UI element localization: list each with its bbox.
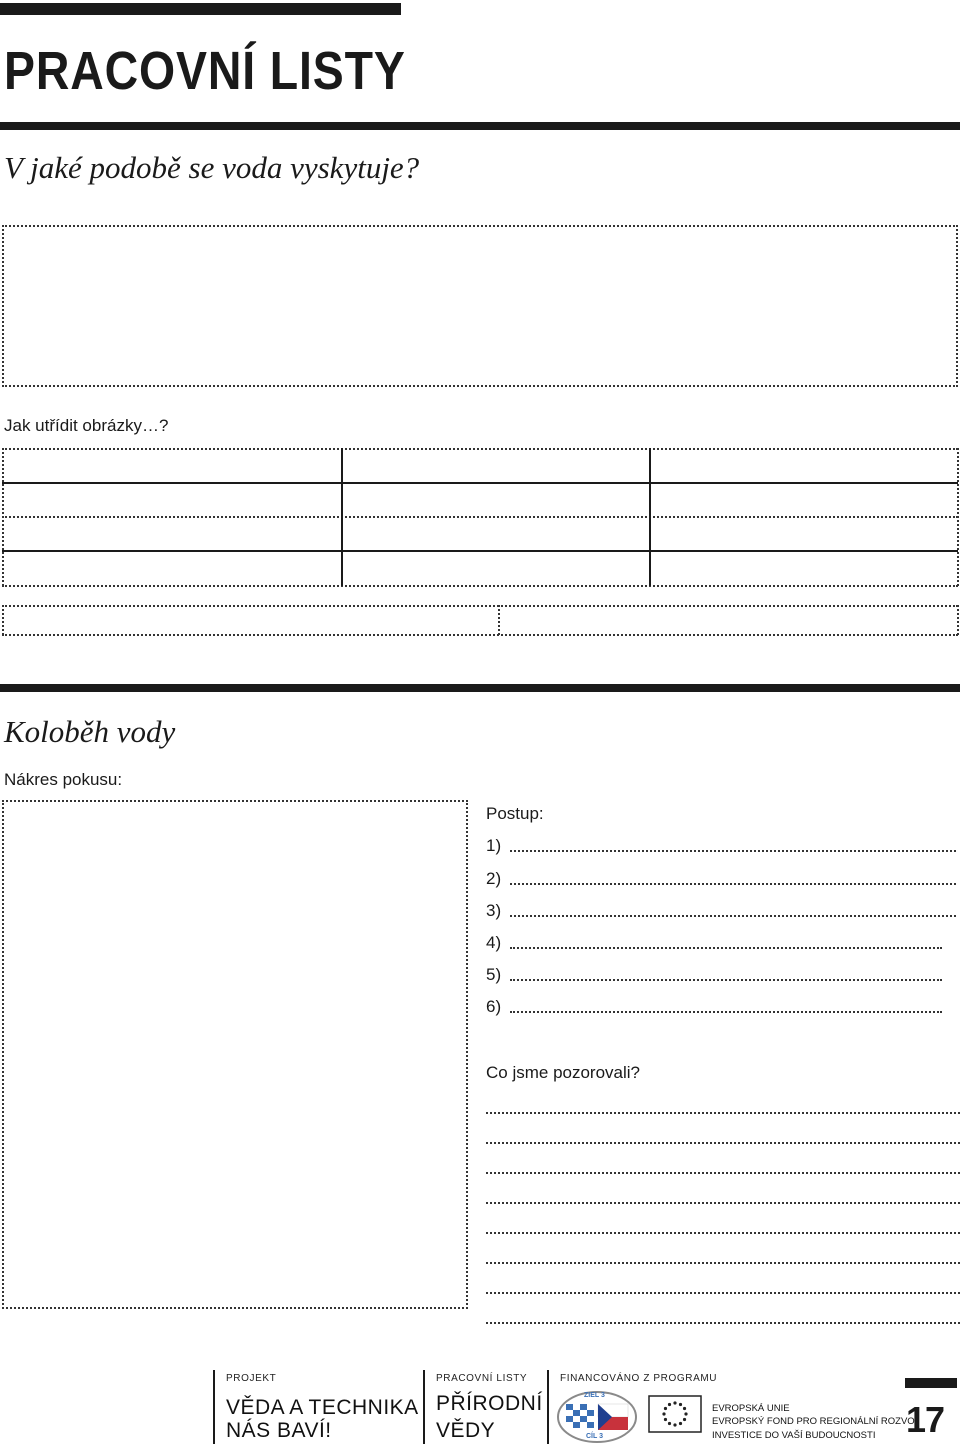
drawing-label: Nákres pokusu:	[4, 770, 123, 789]
step-number: 1)	[486, 836, 502, 855]
procedure-step[interactable]	[486, 836, 956, 856]
eu-star	[662, 1412, 665, 1415]
eu-star	[664, 1407, 667, 1410]
step-line	[510, 947, 942, 949]
grid-line	[2, 448, 958, 450]
footer-divider	[423, 1370, 425, 1444]
ziel3-text: ZIEL 3	[584, 1392, 605, 1399]
grid-line	[2, 585, 958, 587]
procedure-step[interactable]	[486, 997, 942, 1017]
eu-star	[673, 1401, 676, 1404]
eu-line1: EVROPSKÁ UNIE	[712, 1403, 790, 1414]
procedure-step[interactable]	[486, 901, 956, 921]
observation-line[interactable]	[486, 1232, 960, 1234]
eu-star	[683, 1407, 686, 1410]
eu-star	[668, 1422, 671, 1425]
project-name-line2: NÁS BAVÍ!	[226, 1419, 332, 1442]
observation-line[interactable]	[486, 1202, 960, 1204]
drawing-box[interactable]	[2, 800, 468, 1309]
grid-line	[2, 634, 958, 636]
observation-line[interactable]	[486, 1172, 960, 1174]
observation-line[interactable]	[486, 1262, 960, 1264]
step-line	[510, 979, 942, 981]
eu-line3: INVESTICE DO VAŠÍ BUDOUCNOSTI	[712, 1430, 876, 1441]
grid-line	[957, 605, 959, 635]
procedure-step[interactable]	[486, 869, 956, 889]
eu-star	[684, 1412, 687, 1415]
ziel3-logo	[556, 1390, 638, 1444]
step-line	[510, 915, 956, 917]
step-line	[510, 1011, 942, 1013]
grid-divider	[2, 482, 958, 484]
procedure-step[interactable]	[486, 933, 942, 953]
section-rule	[0, 684, 960, 692]
grid-line	[957, 448, 959, 586]
eu-flag-icon	[648, 1395, 702, 1433]
step-number: 4)	[486, 933, 502, 952]
grid-divider	[649, 448, 651, 586]
grid-divider	[341, 448, 343, 586]
eu-star	[679, 1422, 682, 1425]
page-title: PRACOVNÍ LISTY	[4, 41, 406, 101]
observation-line[interactable]	[486, 1292, 960, 1294]
project-label: PROJEKT	[226, 1373, 277, 1384]
grid-line	[2, 605, 4, 635]
page-number: 17	[906, 1399, 945, 1440]
step-number: 2)	[486, 869, 502, 888]
grid-line	[2, 605, 958, 607]
top-rule	[0, 3, 401, 15]
funding-label: FINANCOVÁNO Z PROGRAMU	[560, 1373, 718, 1384]
eu-star	[673, 1423, 676, 1426]
sorting-prompt: Jak utřídit obrázky…?	[4, 416, 169, 435]
worksheet-name-line1: PŘÍRODNÍ	[436, 1392, 543, 1415]
grid-line	[498, 605, 500, 635]
answer-box[interactable]	[2, 225, 958, 387]
cycle-heading: Koloběh vody	[4, 714, 176, 749]
worksheet-label: PRACOVNÍ LISTY	[436, 1373, 528, 1384]
grid-line	[2, 448, 4, 586]
question-heading: V jaké podobě se voda vyskytuje?	[4, 150, 420, 185]
grid-divider	[2, 550, 958, 552]
step-line	[510, 850, 956, 852]
title-rule	[0, 122, 960, 130]
observation-line[interactable]	[486, 1142, 960, 1144]
cil3-text: CÍL 3	[586, 1433, 603, 1440]
step-number: 3)	[486, 901, 502, 920]
observation-label: Co jsme pozorovali?	[486, 1063, 641, 1082]
grid-line	[2, 516, 958, 518]
eu-line2: EVROPSKÝ FOND PRO REGIONÁLNÍ ROZVOJ	[712, 1416, 920, 1427]
project-name-line1: VĚDA A TECHNIKA	[226, 1396, 419, 1419]
eu-star	[668, 1403, 671, 1406]
worksheet-name-line2: VĚDY	[436, 1419, 496, 1442]
page-number-bar	[905, 1378, 957, 1388]
observation-line[interactable]	[486, 1112, 960, 1114]
eu-star	[683, 1418, 686, 1421]
step-number: 5)	[486, 965, 502, 984]
step-line	[510, 883, 956, 885]
eu-star	[679, 1403, 682, 1406]
observation-line[interactable]	[486, 1322, 960, 1324]
footer-divider	[547, 1370, 549, 1444]
procedure-label: Postup:	[486, 804, 544, 823]
step-number: 6)	[486, 997, 502, 1016]
eu-star	[664, 1418, 667, 1421]
footer-divider	[213, 1370, 215, 1444]
procedure-step[interactable]	[486, 965, 942, 985]
